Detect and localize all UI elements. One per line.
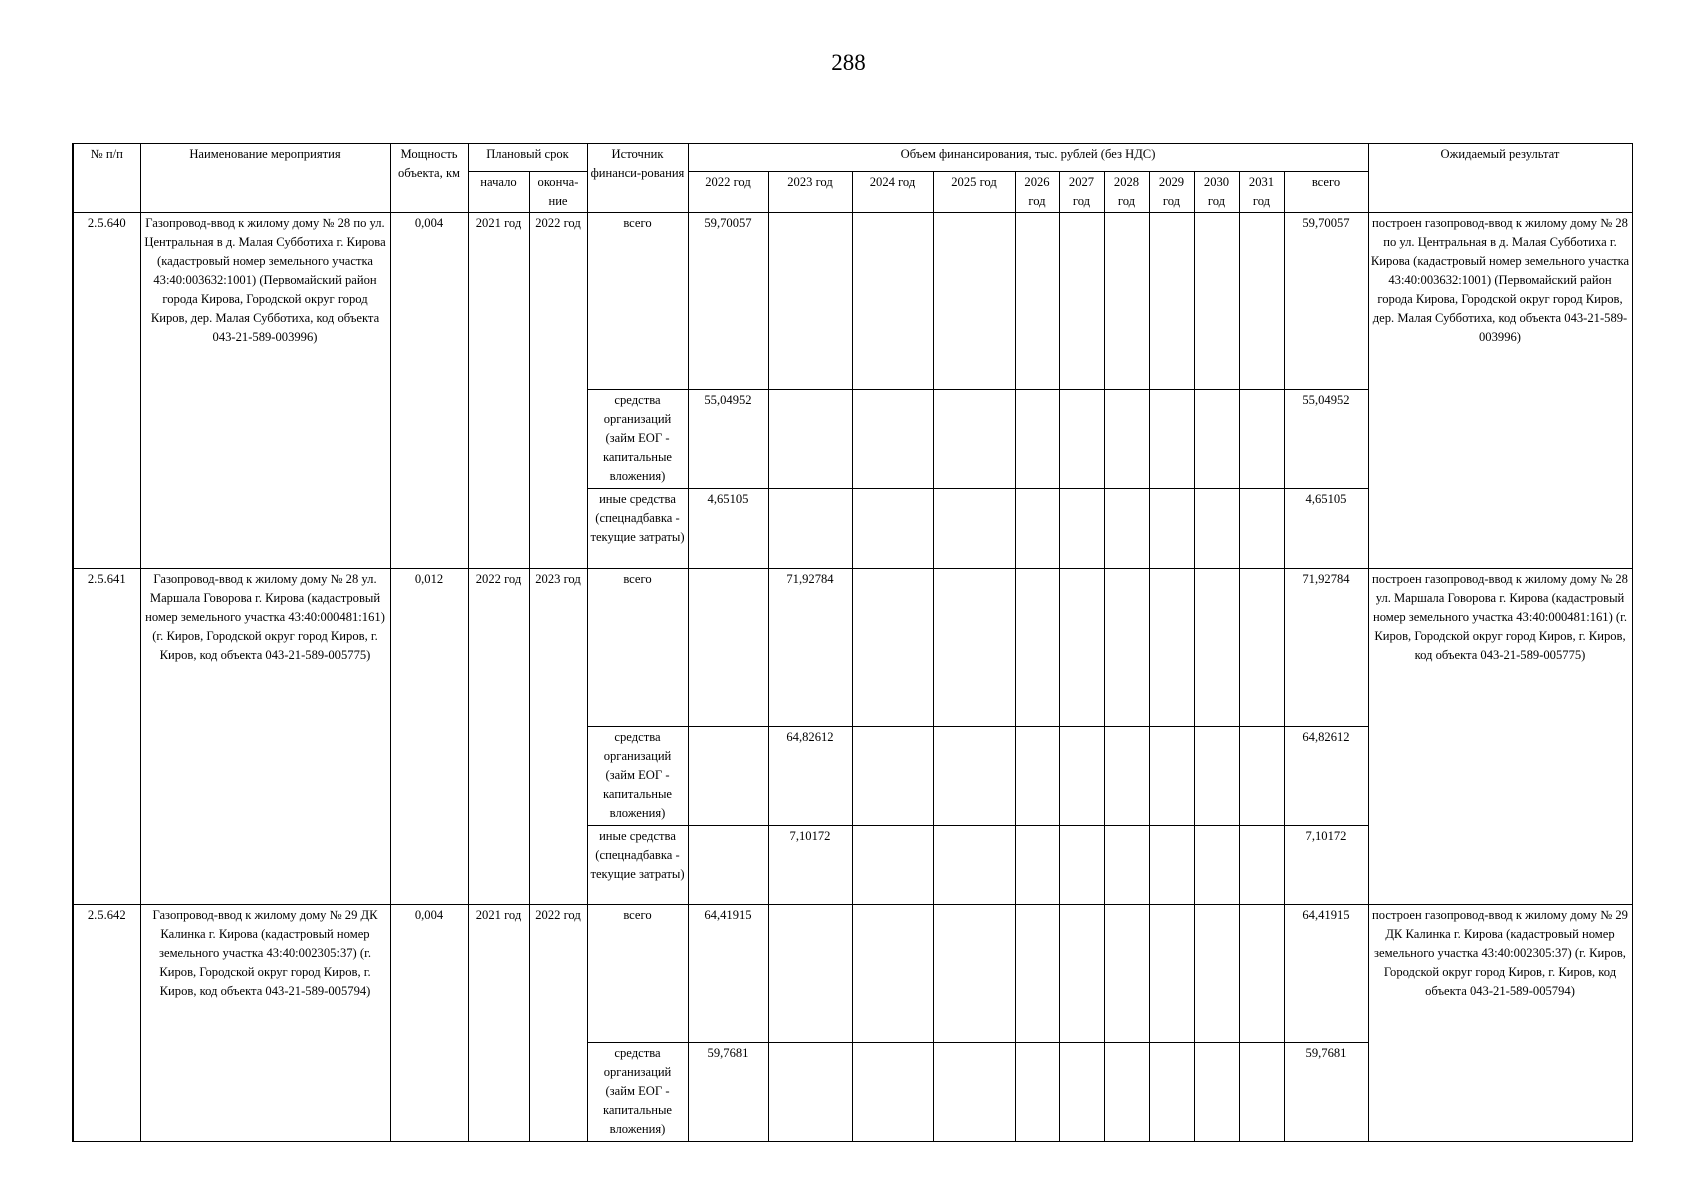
value-cell <box>1194 826 1239 905</box>
value-cell <box>1059 826 1104 905</box>
record-end: 2022 год <box>529 905 587 1142</box>
record <box>73 905 1632 1142</box>
value-cell <box>852 390 933 489</box>
table-row <box>73 569 1632 727</box>
value-cell <box>933 905 1015 1043</box>
value-cell <box>768 1043 852 1142</box>
value-cell: 7,10172 <box>768 826 852 905</box>
header-total: всего <box>1284 172 1368 213</box>
row-source: всего <box>587 213 688 390</box>
value-cell <box>688 569 768 727</box>
record-num: 2.5.640 <box>73 213 140 569</box>
row-total: 7,10172 <box>1284 826 1368 905</box>
row-source: иные средства (спецнадбавка - текущие затраты) <box>587 489 688 569</box>
value-cell <box>1239 905 1284 1043</box>
record-end: 2023 год <box>529 569 587 905</box>
value-cell <box>1239 569 1284 727</box>
value-cell: 64,41915 <box>688 905 768 1043</box>
value-cell <box>1015 826 1059 905</box>
value-cell <box>852 727 933 826</box>
value-cell <box>852 826 933 905</box>
record-start: 2021 год <box>468 905 529 1142</box>
value-cell: 71,92784 <box>768 569 852 727</box>
header-year: 2026 год <box>1015 172 1059 213</box>
value-cell <box>768 390 852 489</box>
row-total: 55,04952 <box>1284 390 1368 489</box>
value-cell <box>1059 489 1104 569</box>
value-cell <box>1239 727 1284 826</box>
value-cell <box>1059 905 1104 1043</box>
value-cell <box>852 1043 933 1142</box>
value-cell <box>1194 905 1239 1043</box>
value-cell <box>933 826 1015 905</box>
row-total: 59,7681 <box>1284 1043 1368 1142</box>
table-row <box>73 905 1632 1043</box>
record-name: Газопровод-ввод к жилому дому № 28 по ул. Центральная в д. Малая Субботиха г. Кирова (кадастровый номер земельного участка 43:40:003632:1001) (Первомайский район города Кирова, Городской округ город Киров, дер. Малая Субботиха, код объекта 043-21-589-003996) <box>140 213 390 569</box>
value-cell <box>1059 727 1104 826</box>
header-name: Наименование мероприятия <box>140 144 390 213</box>
header-year: 2030 год <box>1194 172 1239 213</box>
value-cell <box>1015 905 1059 1043</box>
value-cell <box>688 826 768 905</box>
value-cell <box>1059 390 1104 489</box>
document-body <box>72 143 1633 1142</box>
value-cell <box>1104 213 1149 390</box>
value-cell <box>1194 1043 1239 1142</box>
record-name: Газопровод-ввод к жилому дому № 28 ул. Маршала Говорова г. Кирова (кадастровый номер земельного участка 43:40:000481:161) (г. Киров, Городской округ город Киров, г. Киров, код объекта 043-21-589-005775) <box>140 569 390 905</box>
value-cell <box>1194 569 1239 727</box>
header-term: Плановый срок <box>468 144 587 172</box>
value-cell <box>852 489 933 569</box>
value-cell <box>768 489 852 569</box>
record-result: построен газопровод-ввод к жилому дому № 29 ДК Калинка г. Кирова (кадастровый номер земельного участка 43:40:002305:37) (г. Киров, Городской округ город Киров, г. Киров, код объекта 043-21-589-005794) <box>1368 905 1632 1142</box>
header-funding: Объем финансирования, тыс. рублей (без НДС) <box>688 144 1368 172</box>
value-cell <box>852 905 933 1043</box>
record-end: 2022 год <box>529 213 587 569</box>
value-cell <box>1149 489 1194 569</box>
value-cell <box>1015 390 1059 489</box>
value-cell <box>1239 390 1284 489</box>
table-row <box>73 213 1632 390</box>
value-cell <box>933 1043 1015 1142</box>
value-cell: 55,04952 <box>688 390 768 489</box>
value-cell <box>1015 213 1059 390</box>
value-cell <box>1104 905 1149 1043</box>
header-term-end: оконча-ние <box>529 172 587 213</box>
value-cell <box>1104 1043 1149 1142</box>
value-cell <box>1059 569 1104 727</box>
header-year: 2029 год <box>1149 172 1194 213</box>
header-source: Источник финанси-рования <box>587 144 688 213</box>
value-cell: 64,82612 <box>768 727 852 826</box>
header-year: 2031 год <box>1239 172 1284 213</box>
record-capacity: 0,012 <box>390 569 468 905</box>
row-source: всего <box>587 905 688 1043</box>
value-cell <box>933 489 1015 569</box>
value-cell <box>1015 1043 1059 1142</box>
row-total: 4,65105 <box>1284 489 1368 569</box>
record-capacity: 0,004 <box>390 213 468 569</box>
record-num: 2.5.641 <box>73 569 140 905</box>
value-cell <box>1194 390 1239 489</box>
value-cell <box>933 213 1015 390</box>
row-total: 71,92784 <box>1284 569 1368 727</box>
value-cell <box>1239 826 1284 905</box>
row-total: 59,70057 <box>1284 213 1368 390</box>
header-year: 2022 год <box>688 172 768 213</box>
row-source: средства организаций (займ ЕОГ - капитальные вложения) <box>587 1043 688 1142</box>
value-cell <box>933 390 1015 489</box>
value-cell <box>1015 489 1059 569</box>
record-start: 2021 год <box>468 213 529 569</box>
value-cell <box>1149 1043 1194 1142</box>
value-cell <box>1149 213 1194 390</box>
value-cell: 59,7681 <box>688 1043 768 1142</box>
value-cell <box>1059 1043 1104 1142</box>
value-cell <box>1149 390 1194 489</box>
value-cell: 4,65105 <box>688 489 768 569</box>
value-cell: 59,70057 <box>688 213 768 390</box>
row-source: средства организаций (займ ЕОГ - капитальные вложения) <box>587 727 688 826</box>
header-year: 2024 год <box>852 172 933 213</box>
value-cell <box>1149 905 1194 1043</box>
header-capacity: Мощность объекта, км <box>390 144 468 213</box>
record <box>73 213 1632 569</box>
header-year: 2023 год <box>768 172 852 213</box>
header-year: 2028 год <box>1104 172 1149 213</box>
value-cell <box>768 905 852 1043</box>
header-year: 2025 год <box>933 172 1015 213</box>
value-cell <box>852 569 933 727</box>
record-start: 2022 год <box>468 569 529 905</box>
value-cell <box>852 213 933 390</box>
value-cell <box>933 727 1015 826</box>
value-cell <box>1104 826 1149 905</box>
row-source: иные средства (спецнадбавка - текущие затраты) <box>587 826 688 905</box>
value-cell <box>1239 213 1284 390</box>
funding-table <box>72 143 1633 1142</box>
header-num: № п/п <box>73 144 140 213</box>
page-number: 288 <box>831 50 866 75</box>
header-result: Ожидаемый результат <box>1368 144 1632 213</box>
value-cell <box>1194 489 1239 569</box>
value-cell <box>1015 727 1059 826</box>
value-cell <box>768 213 852 390</box>
value-cell <box>1104 727 1149 826</box>
value-cell <box>1104 569 1149 727</box>
value-cell <box>1104 489 1149 569</box>
value-cell <box>1149 727 1194 826</box>
value-cell <box>1015 569 1059 727</box>
record-result: построен газопровод-ввод к жилому дому № 28 по ул. Центральная в д. Малая Субботиха г. Кирова (кадастровый номер земельного участка 43:40:003632:1001) (Первомайский район города Кирова, Городской округ город Киров, дер. Малая Субботиха, код объекта 043-21-589-003996) <box>1368 213 1632 569</box>
row-source: всего <box>587 569 688 727</box>
value-cell <box>1194 213 1239 390</box>
value-cell <box>1149 569 1194 727</box>
record-num: 2.5.642 <box>73 905 140 1142</box>
value-cell <box>1104 390 1149 489</box>
value-cell <box>688 727 768 826</box>
row-total: 64,41915 <box>1284 905 1368 1043</box>
value-cell <box>1194 727 1239 826</box>
record-result: построен газопровод-ввод к жилому дому № 28 ул. Маршала Говорова г. Кирова (кадастровый номер земельного участка 43:40:000481:161) (г. Киров, Городской округ город Киров, г. Киров, код объекта 043-21-589-005775) <box>1368 569 1632 905</box>
record <box>73 569 1632 905</box>
value-cell <box>1239 1043 1284 1142</box>
row-source: средства организаций (займ ЕОГ - капитальные вложения) <box>587 390 688 489</box>
value-cell <box>1059 213 1104 390</box>
header-year: 2027 год <box>1059 172 1104 213</box>
value-cell <box>1149 826 1194 905</box>
record-capacity: 0,004 <box>390 905 468 1142</box>
header-term-start: начало <box>468 172 529 213</box>
value-cell <box>933 569 1015 727</box>
record-name: Газопровод-ввод к жилому дому № 29 ДК Калинка г. Кирова (кадастровый номер земельного участка 43:40:002305:37) (г. Киров, Городской округ город Киров, г. Киров, код объекта 043-21-589-005794) <box>140 905 390 1142</box>
value-cell <box>1239 489 1284 569</box>
row-total: 64,82612 <box>1284 727 1368 826</box>
